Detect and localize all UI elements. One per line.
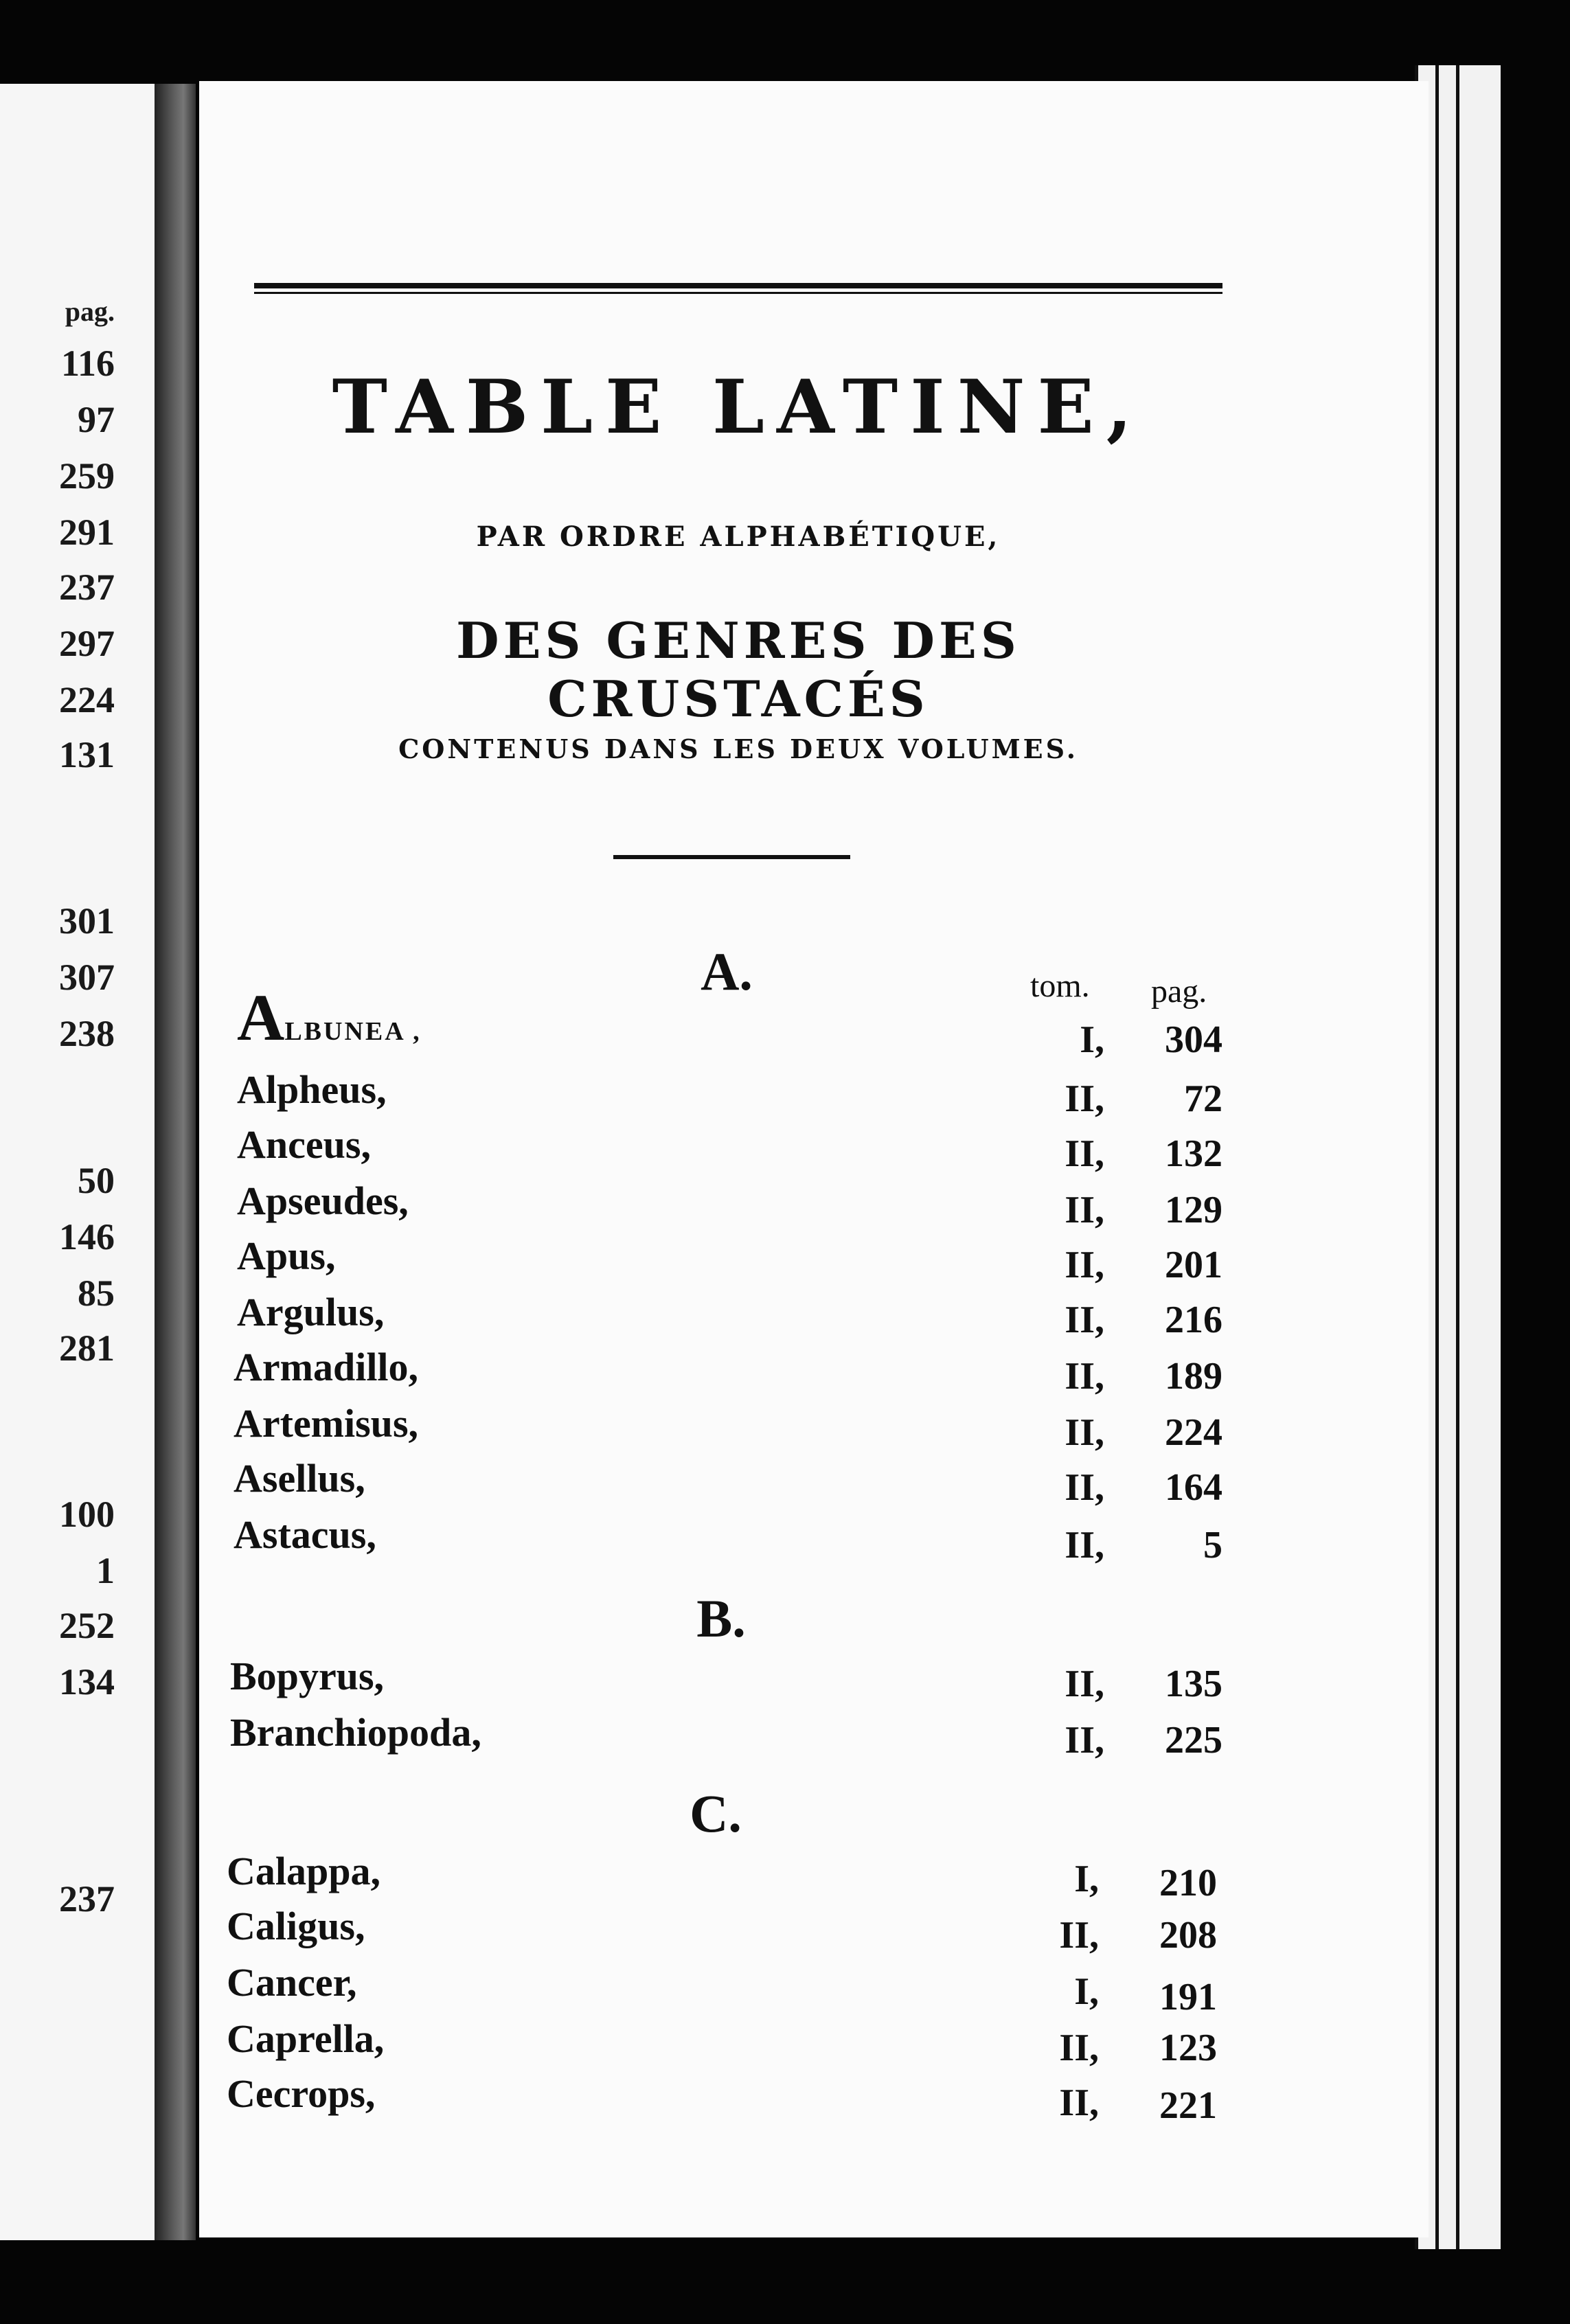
left-page-number: 100 xyxy=(59,1494,115,1535)
entry-page: 164 xyxy=(1165,1466,1222,1509)
entry-tome: II, xyxy=(1059,1914,1099,1957)
left-page-number: 224 xyxy=(59,679,115,720)
entry-tome: II, xyxy=(1065,1132,1104,1175)
left-page-number: 259 xyxy=(59,455,115,497)
list-item: Armadillo, xyxy=(234,1345,419,1389)
entry-page: 201 xyxy=(1165,1244,1222,1286)
list-item: Calappa, xyxy=(227,1849,381,1893)
list-item: Apseudes, xyxy=(237,1178,409,1223)
entry-tome: II, xyxy=(1059,2082,1099,2124)
entry-tome: II, xyxy=(1059,2027,1099,2069)
entry-page: 72 xyxy=(1184,1078,1222,1120)
left-page-number: 291 xyxy=(59,512,115,553)
list-item: Asellus, xyxy=(234,1456,365,1501)
entry-page: 135 xyxy=(1165,1663,1222,1705)
entry-page: 225 xyxy=(1165,1719,1222,1762)
left-facing-page xyxy=(0,84,155,2240)
list-item: Artemisus, xyxy=(234,1401,419,1446)
entry-tome: II, xyxy=(1065,1411,1104,1454)
left-page-number: 297 xyxy=(59,623,115,664)
entry-tome: I, xyxy=(1074,1970,1099,2013)
entry-tome: II, xyxy=(1065,1355,1104,1398)
entry-page: 304 xyxy=(1165,1018,1222,1061)
list-item: Argulus, xyxy=(237,1290,385,1334)
left-page-number: 50 xyxy=(78,1160,115,1201)
entry-tome: II, xyxy=(1065,1299,1104,1341)
entry-page: 129 xyxy=(1165,1189,1222,1231)
subtitle-genres: DES GENRES DES CRUSTACÉS xyxy=(456,611,1021,728)
left-page-number: 146 xyxy=(59,1216,115,1257)
entry-page: 189 xyxy=(1165,1355,1222,1398)
subtitle-volumes: CONTENUS DANS LES DEUX VOLUMES. xyxy=(398,733,1078,764)
top-double-rule xyxy=(254,283,1222,294)
entry-page: 210 xyxy=(1159,1862,1217,1904)
list-item: Bopyrus, xyxy=(230,1654,385,1698)
entry-page: 191 xyxy=(1159,1976,1217,2018)
list-item: Caligus, xyxy=(227,1904,365,1948)
subtitle-order: PAR ORDRE ALPHABÉTIQUE, xyxy=(476,521,1001,553)
entry-page: 224 xyxy=(1165,1411,1222,1454)
left-page-number: 134 xyxy=(59,1661,115,1702)
entry-tome: II, xyxy=(1065,1244,1104,1286)
entry-tome: II, xyxy=(1065,1078,1104,1120)
list-item: Cecrops, xyxy=(227,2071,376,2116)
list-item: Astacus, xyxy=(234,1512,376,1557)
page-title: TABLE LATINE, xyxy=(332,364,1145,451)
entry-page: 123 xyxy=(1159,2027,1217,2069)
list-item xyxy=(237,981,422,1054)
section-letter-b: B. xyxy=(696,1588,746,1648)
entry-dropcap: A xyxy=(237,981,285,1054)
entry-tome: II, xyxy=(1065,1524,1104,1567)
left-page-number: 238 xyxy=(59,1013,115,1054)
list-item: Cancer, xyxy=(227,1960,357,2005)
entry-tome: II, xyxy=(1065,1663,1104,1705)
left-page-number: 252 xyxy=(59,1605,115,1646)
left-page-header: pag. xyxy=(65,296,115,327)
page-edges xyxy=(1415,65,1525,2249)
entry-page: 132 xyxy=(1165,1132,1222,1175)
entry-page: 5 xyxy=(1203,1524,1222,1567)
entry-page: 216 xyxy=(1165,1299,1222,1341)
list-item: Branchiopoda, xyxy=(230,1710,481,1755)
left-page-number: 85 xyxy=(78,1273,115,1314)
column-header-tom: tom. xyxy=(1030,968,1090,1004)
left-page-number: 237 xyxy=(59,1878,115,1919)
left-page-number: 131 xyxy=(59,734,115,775)
left-page-number: 1 xyxy=(96,1550,115,1591)
left-page-number: 237 xyxy=(59,567,115,608)
separator-rule xyxy=(613,855,850,859)
page-edge xyxy=(1456,65,1501,2249)
entry-page: 221 xyxy=(1159,2084,1217,2127)
section-letter-c: C. xyxy=(690,1784,742,1843)
entry-page: 208 xyxy=(1159,1914,1217,1957)
list-item: Alpheus, xyxy=(237,1067,387,1112)
entry-tome: II, xyxy=(1065,1719,1104,1762)
entry-tome: II, xyxy=(1065,1466,1104,1509)
left-page-number: 301 xyxy=(59,900,115,942)
entry-smallcaps: LBUNEA , xyxy=(284,1017,422,1046)
book-gutter xyxy=(155,84,196,2240)
left-page-number: 97 xyxy=(78,399,115,440)
left-page-number: 281 xyxy=(59,1328,115,1369)
left-page-number: 307 xyxy=(59,957,115,998)
list-item: Anceus, xyxy=(237,1122,371,1167)
column-header-pag: pag. xyxy=(1151,973,1207,1010)
list-item: Apus, xyxy=(237,1233,336,1278)
left-page-number: 116 xyxy=(60,343,115,384)
entry-tome: I, xyxy=(1074,1858,1099,1900)
section-letter-a: A. xyxy=(701,942,753,1001)
entry-tome: II, xyxy=(1065,1189,1104,1231)
list-item: Caprella, xyxy=(227,2016,385,2061)
entry-tome: I, xyxy=(1080,1018,1104,1061)
